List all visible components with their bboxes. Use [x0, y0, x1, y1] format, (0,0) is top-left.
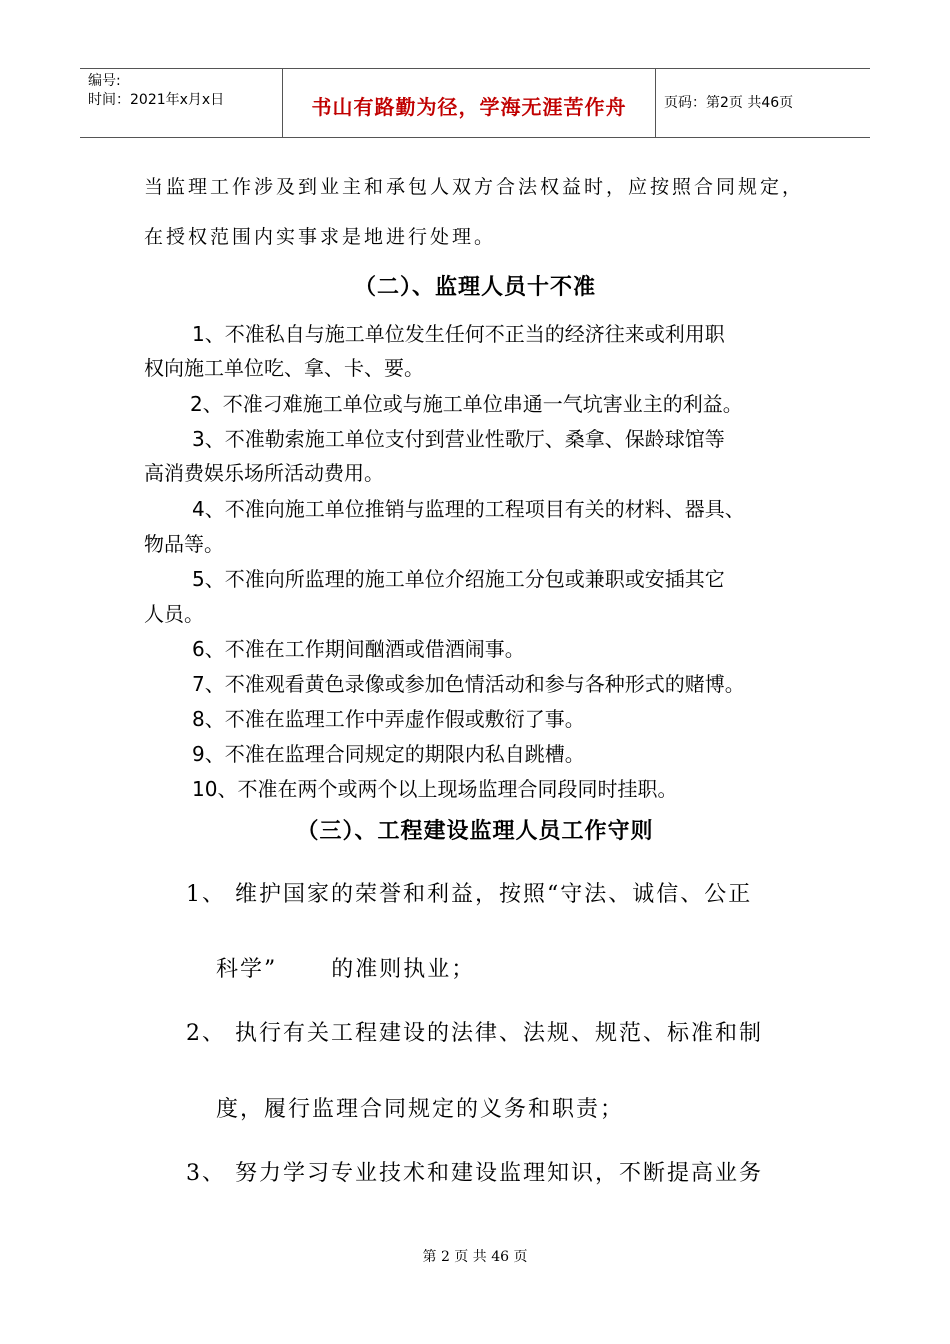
rule-item: 6、不准在工作期间酗酒或借酒闹事。	[192, 637, 525, 661]
header-page-cell	[656, 69, 870, 137]
intro-paragraph-line: 在授权范围内实事求是地进行处理。	[144, 226, 497, 248]
rule-item: 人员。	[144, 602, 204, 626]
rule-item: 权向施工单位吃、拿、卡、要。	[144, 356, 424, 380]
duty-item: 科学” 的准则执业；	[216, 957, 476, 982]
rule-item: 高消费娱乐场所活动费用。	[144, 461, 384, 485]
rule-item: 5、不准向所监理的施工单位介绍施工分包或兼职或安插其它	[192, 567, 725, 591]
rule-item: 2、不准刁难施工单位或与施工单位串通一气坑害业主的利益。	[190, 392, 743, 416]
rule-item: 10、不准在两个或两个以上现场监理合同段同时挂职。	[192, 777, 678, 801]
rule-item: 4、不准向施工单位推销与监理的工程项目有关的材料、器具、	[192, 497, 745, 521]
header-motto-cell	[282, 69, 656, 137]
rule-item: 7、不准观看黄色录像或参加色情活动和参与各种形式的赌博。	[192, 672, 745, 696]
duty-item: 2、 执行有关工程建设的法律、法规、规范、标准和制	[186, 1021, 763, 1046]
page-footer: 第 2 页 共 46 页	[422, 1249, 528, 1265]
document-number-label: 编号:	[88, 73, 121, 89]
document-time-label: 时间：2021年x月x日	[88, 92, 225, 108]
rule-item: 8、不准在监理工作中弄虚作假或敷衍了事。	[192, 707, 585, 731]
duty-item: 度，履行监理合同规定的义务和职责；	[216, 1097, 625, 1122]
rule-item: 1、不准私自与施工单位发生任何不正当的经济往来或利用职	[192, 322, 725, 346]
page-header	[80, 68, 870, 138]
duty-item: 1、 维护国家的荣誉和利益，按照“守法、诚信、公正	[186, 882, 753, 907]
duty-item: 3、 努力学习专业技术和建设监理知识，不断提高业务	[186, 1161, 763, 1186]
rule-item: 物品等。	[144, 532, 224, 556]
rule-item: 3、不准勒索施工单位支付到营业性歌厅、桑拿、保龄球馆等	[192, 427, 725, 451]
header-info-cell	[80, 69, 282, 137]
section-title-ten-prohibitions: （二）、监理人员十不准	[353, 275, 596, 300]
header-page-label: 页码：第2页 共46页	[664, 95, 794, 111]
intro-paragraph-line: 当监理工作涉及到业主和承包人双方合法权益时，应按照合同规定，	[144, 176, 805, 198]
header-motto: 书山有路勤为径，学海无涯苦作舟	[311, 95, 627, 119]
section-title-work-rules: （三）、工程建设监理人员工作守则	[296, 819, 654, 844]
rule-item: 9、不准在监理合同规定的期限内私自跳槽。	[192, 742, 585, 766]
